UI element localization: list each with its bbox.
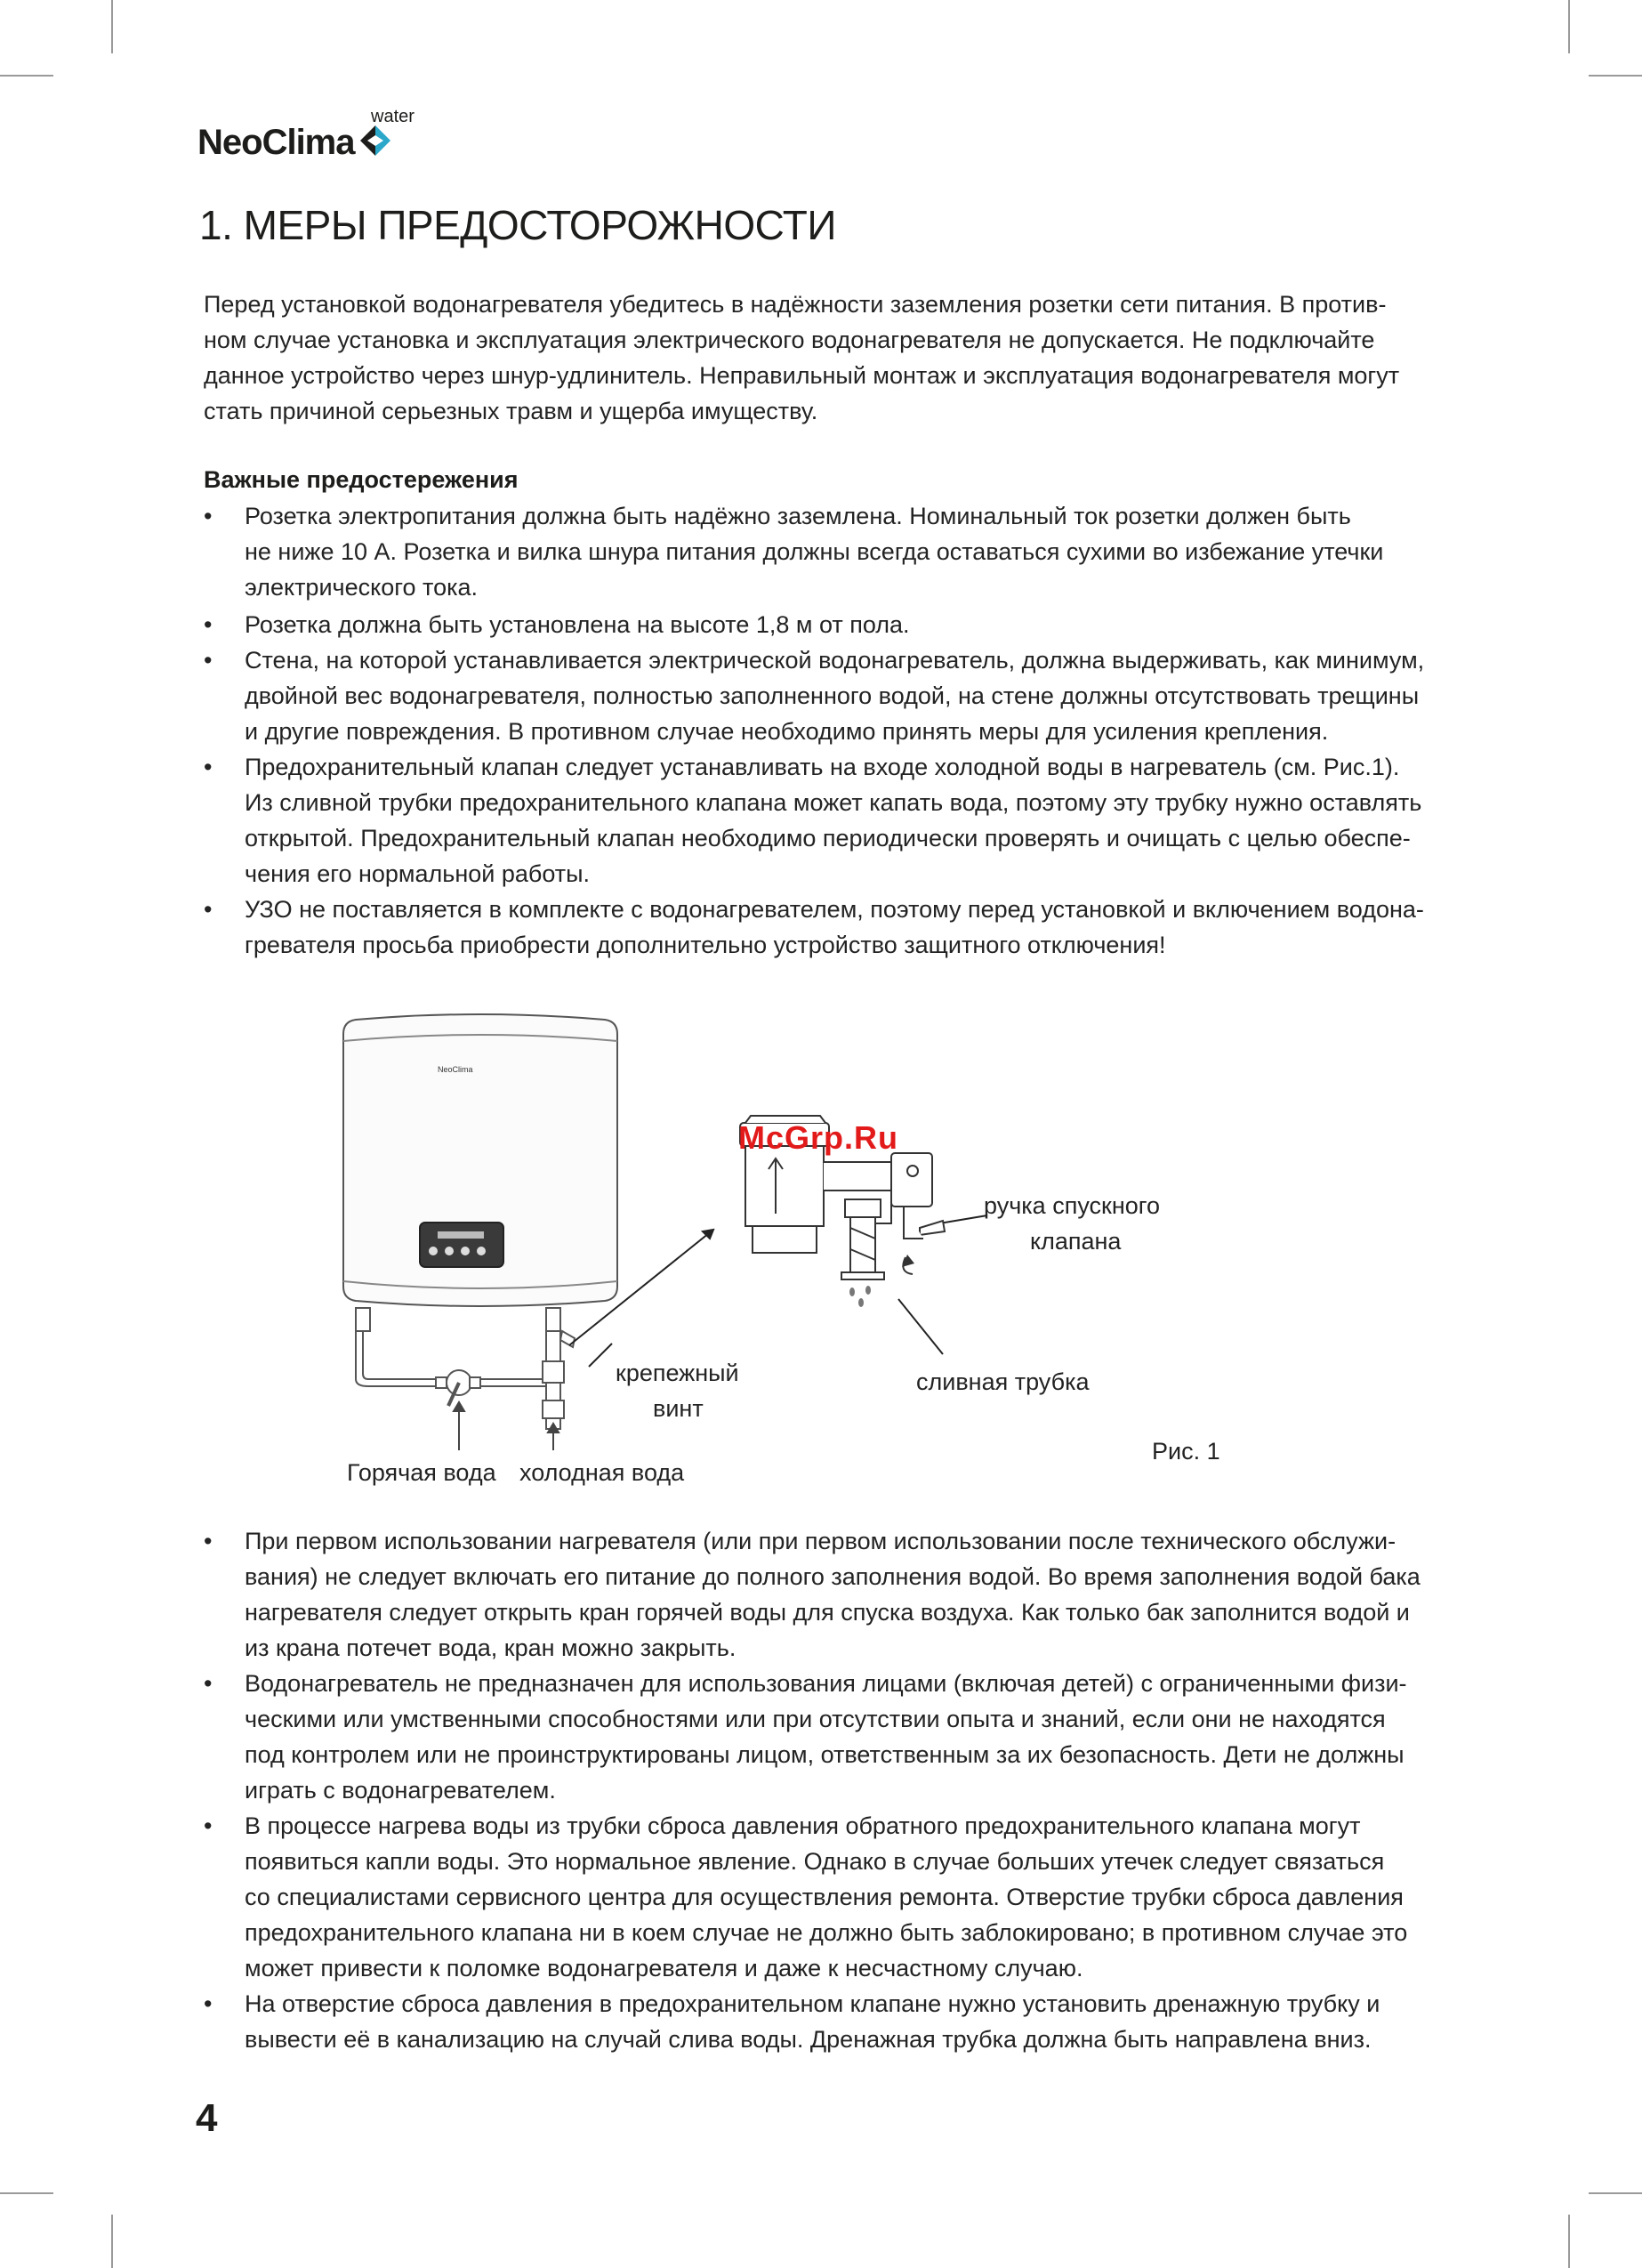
bullet: • [204, 647, 213, 674]
heater-brand-label: NeoClima [438, 1065, 473, 1074]
crop-mark [111, 2215, 113, 2268]
bullet: • [204, 896, 213, 923]
page-title: 1. МЕРЫ ПРЕДОСТОРОЖНОСТИ [199, 202, 836, 248]
brand-name: NeoClima [197, 123, 355, 162]
list-item-line: со специалистами сервисного центра для осуществления ремонта. Отверстие трубки сброса давления [245, 1884, 1404, 1910]
list-item-line: играть с водонагревателем. [245, 1777, 556, 1804]
crop-mark [1568, 0, 1570, 53]
figure-1 [329, 1005, 1308, 1504]
label-drain-handle-2: клапана [1030, 1228, 1122, 1255]
list-item-line: не ниже 10 А. Розетка и вилка шнура питания должны всегда оставаться сухими во избежание утечки [245, 538, 1384, 565]
list-item-line: открытой. Предохранительный клапан необходимо периодически проверять и очищать с целью обеспе- [245, 825, 1411, 852]
figure-caption: Рис. 1 [1152, 1438, 1220, 1465]
list-item-line: вания) не следует включать его питание до полного заполнения водой. Во время заполнения водой бака [245, 1563, 1421, 1590]
list-item [204, 1666, 1449, 1808]
bullet: • [204, 503, 213, 529]
list-item-line: гревателя просьба приобрести дополнительно устройство защитного отключения! [245, 932, 1166, 958]
water-heater-diagram [329, 1005, 1308, 1504]
water-drops [849, 1286, 871, 1307]
list-item-line: Водонагреватель не предназначен для использования лицами (включая детей) с ограниченными физи- [245, 1670, 1407, 1697]
list-item-line: Из сливной трубки предохранительного клапана может капать вода, поэтому эту трубку нужно оставлять [245, 789, 1422, 816]
crop-mark [1589, 75, 1642, 77]
list-item-line: из крана потечет вода, кран можно закрыть. [245, 1634, 736, 1661]
label-fixing-screw-2: винт [653, 1395, 704, 1422]
list-item-line: может привести к поломке водонагревателя и даже к несчастному случаю. [245, 1955, 1083, 1981]
text-line: данное устройство через шнур-удлинитель. Неправильный монтаж и эксплуатация водонагревателя могут [204, 362, 1400, 389]
list-item [204, 1986, 1449, 2057]
warnings-heading: Важные предостережения [204, 466, 519, 493]
bullet: • [204, 1528, 213, 1554]
intro-paragraph [204, 287, 1449, 429]
label-fixing-screw: крепежный [616, 1360, 739, 1386]
list-item-line: Стена, на которой устанавливается электрической водонагреватель, должна выдерживать, как минимум, [245, 647, 1425, 674]
label-hot-water: Горячая вода [347, 1459, 496, 1486]
list-item [204, 892, 1449, 963]
list-item-line: нагревателя следует открыть кран горячей воды для спуска воздуха. Как только бак заполнится водой и [245, 1599, 1410, 1626]
watermark: McGrp.Ru [738, 1119, 899, 1156]
label-cold-water: холодная вода [519, 1459, 685, 1486]
crop-mark [111, 0, 113, 53]
crop-mark [0, 2192, 53, 2194]
list-item-line: под контролем или не проинструктированы лицом, ответственным за их безопасность. Дети не должны [245, 1741, 1405, 1768]
list-item [204, 1808, 1449, 1986]
label-drain-handle: ручка спускного [984, 1192, 1161, 1219]
text-line: Перед установкой водонагревателя убедитесь в надёжности заземления розетки сети питания. В против- [204, 291, 1387, 318]
page-number: 4 [196, 2096, 218, 2140]
list-item-line: Розетка должна быть установлена на высоте 1,8 м от пола. [245, 611, 910, 638]
list-item-line: В процессе нагрева воды из трубки сброса давления обратного предохранительного клапана могут [245, 1812, 1361, 1839]
bullet: • [204, 1990, 213, 2017]
crop-mark [0, 75, 53, 77]
list-item-line: вывести её в канализацию на случай слива воды. Дренажная трубка должна быть направлена вниз. [245, 2026, 1372, 2053]
list-item-line: предохранительного клапана ни в коем случае не должно быть заблокировано; в противном случае это [245, 1919, 1408, 1946]
list-item [204, 498, 1449, 605]
bullet: • [204, 611, 213, 638]
list-item [204, 607, 1449, 642]
brand-diamond-icon [360, 123, 390, 158]
list-item [204, 749, 1449, 892]
list-item-line: На отверстие сброса давления в предохранительном клапане нужно установить дренажную трубку и [245, 1990, 1380, 2017]
list-item-line: Розетка электропитания должна быть надёжно заземлена. Номинальный ток розетки должен быть [245, 503, 1351, 529]
brand-logo [197, 107, 415, 162]
crop-mark [1589, 2192, 1642, 2194]
list-item-line: двойной вес водонагревателя, полностью заполненного водой, на стене должны отсутствовать трещины [245, 682, 1420, 709]
list-item-line: Предохранительный клапан следует устанавливать на входе холодной воды в нагреватель (см. Рис.1). [245, 754, 1400, 780]
brand-suffix: water [371, 107, 415, 126]
text-line: ном случае установка и эксплуатация электрического водонагревателя не допускается. Не подключайте [204, 327, 1375, 353]
list-item-line: электрического тока. [245, 574, 479, 601]
list-item-line: и другие повреждения. В противном случае необходимо принять меры для усиления крепления. [245, 718, 1329, 745]
list-item-line: появиться капли воды. Это нормальное явление. Однако в случае больших утечек следует связаться [245, 1848, 1385, 1875]
bullet: • [204, 1670, 213, 1697]
list-item [204, 1523, 1449, 1666]
bullet: • [204, 754, 213, 780]
list-item-line: ческими или умственными способностями или при отсутствии опыта и знаний, если они не находятся [245, 1706, 1386, 1732]
text-line: стать причиной серьезных травм и ущерба имуществу. [204, 398, 818, 424]
water-heater-illustration [343, 1014, 617, 1429]
list-item-line: чения его нормальной работы. [245, 860, 591, 887]
bullet: • [204, 1812, 213, 1839]
list-item [204, 642, 1449, 749]
crop-mark [1568, 2215, 1570, 2268]
label-drain-pipe: сливная трубка [916, 1368, 1090, 1395]
list-item-line: При первом использовании нагревателя (или при первом использовании после технического обслужи- [245, 1528, 1397, 1554]
list-item-line: УЗО не поставляется в комплекте с водонагревателем, поэтому перед установкой и включением водона- [245, 896, 1424, 923]
